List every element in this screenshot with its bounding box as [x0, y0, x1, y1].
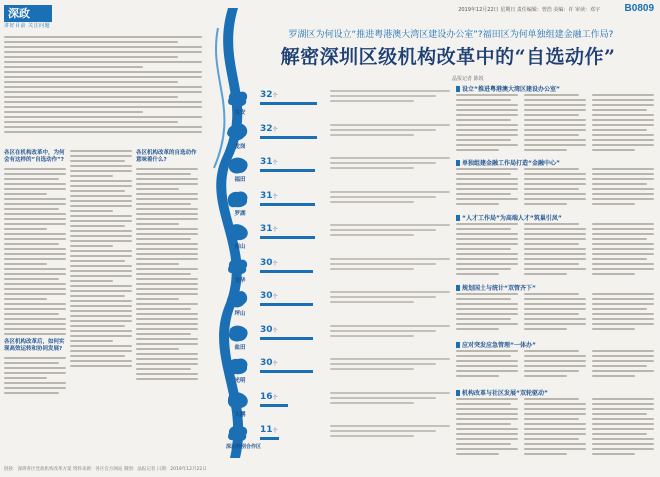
- district-note: [330, 157, 450, 172]
- district-row: [226, 254, 326, 288]
- section-heading: 单独组建金融工作局打造“金融中心”: [456, 158, 560, 167]
- district-note: [330, 358, 450, 373]
- district-count: 30个: [260, 291, 278, 301]
- section-text-column: [592, 94, 654, 154]
- district-count: 32个: [260, 123, 278, 134]
- footer-credits: 链接：深圳各区党政机构改革方案 资料来源：各区官方网站 制图：晶报记者 日期：2019年12月22日: [4, 467, 207, 472]
- district-row: [226, 287, 326, 321]
- district-row: [226, 421, 326, 455]
- district-note: [330, 392, 450, 407]
- district-count-bar: [260, 136, 317, 139]
- district-name: 南山: [234, 244, 246, 250]
- section-text-column: [592, 398, 654, 458]
- district-row: [226, 120, 326, 154]
- section-text-column: [592, 350, 654, 380]
- section-subtitle: 讲好目前 关注问题: [4, 23, 51, 29]
- lede-text: [4, 36, 202, 144]
- section-heading: 应对突发应急管理“一体办”: [456, 340, 536, 349]
- left-subhead-3: 各区机构改革后，如何实现高效运转和协同发展?: [4, 339, 65, 352]
- district-map-icon: [226, 323, 250, 343]
- district-count-bar: [260, 102, 317, 105]
- left-subhead-2: 各区机构改革的自选动作意味着什么?: [136, 150, 197, 163]
- district-note: [330, 191, 450, 206]
- section-text-column: [592, 293, 654, 333]
- section-text-column: [592, 223, 654, 278]
- district-count-bar: [260, 370, 313, 373]
- district-note: [330, 258, 450, 273]
- district-row: [226, 354, 326, 388]
- masthead: [0, 0, 660, 29]
- section-text-column: [456, 398, 518, 458]
- district-name: 盐田: [234, 344, 246, 351]
- district-count: 11个: [260, 425, 278, 435]
- district-row: [226, 187, 326, 221]
- district-count: 32个: [260, 90, 278, 100]
- headline-kicker: 罗湖区为何设立“推进粤港澳大湾区建设办公室”?福田区为何单独组建金融工作局?: [288, 30, 614, 40]
- section-text-column: [524, 223, 586, 278]
- page-number: B0809: [624, 3, 654, 14]
- district-name: 龙华: [234, 277, 246, 284]
- left-column-2: [70, 150, 132, 370]
- district-count-bar: [260, 169, 315, 172]
- district-note: [330, 425, 450, 440]
- district-name: 宝安: [234, 110, 246, 116]
- left-subhead-1: 各区在机构改革中，为何会有这样的“自选动作”?: [4, 150, 65, 163]
- district-count: 30个: [260, 358, 278, 368]
- district-count-bar: [260, 203, 315, 206]
- section-text-column: [456, 223, 518, 278]
- district-note: [330, 291, 450, 306]
- district-map-icon: [226, 423, 250, 443]
- district-note: [330, 90, 450, 105]
- district-map-icon: [226, 289, 250, 309]
- left-column-3: [136, 150, 198, 383]
- district-map-icon: [226, 155, 250, 175]
- section-text-column: [456, 168, 518, 208]
- district-map-icon: [226, 122, 250, 142]
- district-count-bar: [260, 270, 313, 273]
- district-count: 31个: [260, 190, 278, 201]
- byline: 晶报记者 陈锐: [452, 76, 484, 82]
- section-heading: 设立“推进粤港澳大湾区建设办公室”: [456, 84, 560, 93]
- district-row: [226, 220, 326, 254]
- section-text-column: [524, 398, 586, 458]
- district-name: 深汕特别合作区: [226, 444, 262, 450]
- section-text-column: [456, 293, 518, 333]
- left-column-1: [4, 150, 66, 397]
- district-row: [226, 153, 326, 187]
- district-map-icon: [226, 189, 250, 209]
- section-text-column: [524, 293, 586, 333]
- district-map-icon: [226, 356, 250, 376]
- district-count: 16个: [260, 391, 278, 402]
- district-map-icon: [226, 390, 250, 410]
- district-map-icon: [226, 222, 250, 242]
- district-count: 31个: [260, 224, 278, 234]
- section-text-column: [456, 94, 518, 154]
- district-count: 30个: [260, 257, 278, 268]
- district-count-bar: [260, 404, 288, 407]
- district-note: [330, 325, 450, 340]
- district-note: [330, 124, 450, 139]
- section-tag: 深政: [4, 5, 52, 22]
- section-heading: “人才工作局”为高端人才“筑巢引凤”: [456, 213, 562, 222]
- district-note: [330, 224, 450, 239]
- district-map-icon: [226, 256, 250, 276]
- district-name: 光明: [234, 378, 246, 384]
- district-name: 福田: [234, 177, 246, 183]
- section-heading: 机构改革与社区发展“双轮驱动”: [456, 388, 548, 397]
- section-text-column: [592, 168, 654, 208]
- district-count-bar: [260, 437, 279, 440]
- section-text-column: [524, 350, 586, 380]
- district-name: 坪山: [234, 311, 246, 317]
- district-count: 31个: [260, 157, 278, 167]
- headline: 解密深圳区级机构改革中的“自选动作”: [280, 46, 616, 68]
- section-text-column: [456, 350, 518, 380]
- district-count-bar: [260, 303, 313, 306]
- district-name: 罗湖: [234, 210, 246, 217]
- district-row: [226, 86, 326, 120]
- date-line: 2019年12月22日 星期日 责任编辑：曾浩 美编：许 审读：邓宇: [458, 7, 600, 13]
- section-text-column: [524, 168, 586, 208]
- district-name: 龙岗: [234, 143, 246, 150]
- district-count: 30个: [260, 324, 278, 335]
- district-row: [226, 388, 326, 422]
- section-heading: 规划国土与统计“双管齐下”: [456, 283, 536, 292]
- district-map-icon: [226, 88, 250, 108]
- section-text-column: [524, 94, 586, 154]
- district-row: [226, 321, 326, 355]
- district-count-bar: [260, 337, 313, 340]
- district-name: 大鹏: [234, 411, 246, 418]
- district-count-bar: [260, 236, 315, 239]
